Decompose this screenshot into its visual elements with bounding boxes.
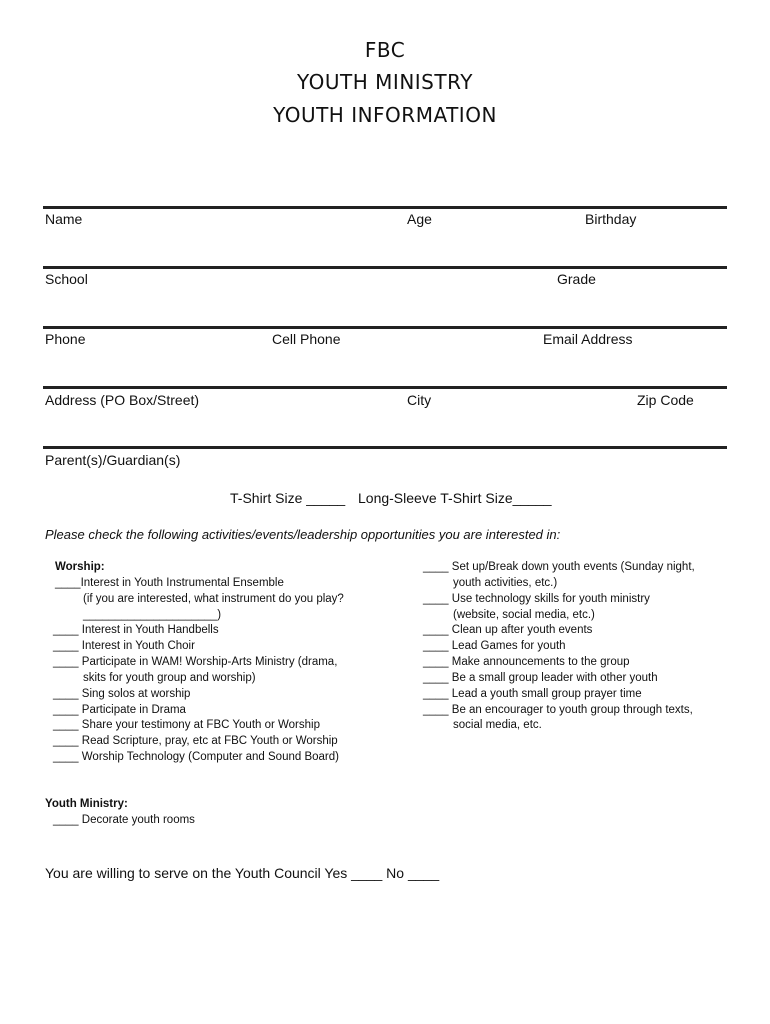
rule-1: [43, 206, 727, 209]
grade-label: Grade: [557, 271, 596, 287]
rule-4: [43, 386, 727, 389]
list-item: skits for youth group and worship): [83, 672, 256, 684]
list-item: ____ Decorate youth rooms: [53, 814, 195, 826]
parents-label: Parent(s)/Guardian(s): [45, 452, 181, 468]
list-item: ____ Make announcements to the group: [423, 656, 630, 668]
list-item: (website, social media, etc.): [453, 609, 595, 621]
list-item: ____ Lead a youth small group prayer time: [423, 688, 642, 700]
list-item: ____ Use technology skills for youth ministry: [423, 593, 650, 605]
zip-label: Zip Code: [637, 392, 694, 408]
school-label: School: [45, 271, 88, 287]
cell-phone-label: Cell Phone: [272, 331, 341, 347]
title-youth-ministry: YOUTH MINISTRY: [297, 70, 473, 94]
longsleeve-size: Long-Sleeve T-Shirt Size_____: [358, 490, 552, 506]
rule-5: [43, 446, 727, 449]
list-item: ____ Be a small group leader with other youth: [423, 672, 658, 684]
list-item: ____ Share your testimony at FBC Youth or Worship: [53, 719, 320, 731]
list-item: ____ Be an encourager to youth group through texts,: [423, 704, 693, 716]
title-fbc: FBC: [364, 38, 406, 62]
rule-3: [43, 326, 727, 329]
email-label: Email Address: [543, 331, 633, 347]
address-label: Address (PO Box/Street): [45, 392, 200, 408]
birthday-label: Birthday: [585, 211, 637, 227]
list-item: ____ Interest in Youth Choir: [53, 640, 195, 652]
list-item: ____ Sing solos at worship: [53, 688, 191, 700]
list-item: social media, etc.: [453, 719, 542, 731]
list-item: ____ Worship Technology (Computer and Sound Board): [53, 751, 339, 763]
phone-label: Phone: [45, 331, 86, 347]
list-item: ____ Participate in WAM! Worship-Arts Ministry (drama,: [53, 656, 338, 668]
tshirt-size: T-Shirt Size _____: [230, 490, 346, 506]
list-item: _____________________): [83, 609, 222, 621]
title-youth-information: YOUTH INFORMATION: [273, 103, 497, 127]
list-item: ____ Read Scripture, pray, etc at FBC Youth or Worship: [53, 735, 338, 747]
rule-2: [43, 266, 727, 269]
list-item: youth activities, etc.): [453, 577, 558, 589]
list-item: ____Interest in Youth Instrumental Ensemble: [55, 577, 284, 589]
instructions: Please check the following activities/events/leadership opportunities you are interested in:: [45, 527, 561, 542]
list-item: ____ Participate in Drama: [53, 704, 186, 716]
list-item: ____ Clean up after youth events: [423, 624, 593, 636]
worship-heading: Worship:: [55, 561, 105, 573]
city-label: City: [407, 392, 432, 408]
list-item: ____ Lead Games for youth: [423, 640, 566, 652]
list-item: ____ Interest in Youth Handbells: [53, 624, 219, 636]
list-item: (if you are interested, what instrument do you play?: [83, 593, 344, 605]
age-label: Age: [407, 211, 432, 227]
youth-council-question: You are willing to serve on the Youth Council Yes ____ No ____: [45, 865, 440, 881]
name-label: Name: [45, 211, 83, 227]
list-item: ____ Set up/Break down youth events (Sunday night,: [423, 561, 695, 573]
youth-ministry-heading: Youth Ministry:: [45, 798, 128, 810]
